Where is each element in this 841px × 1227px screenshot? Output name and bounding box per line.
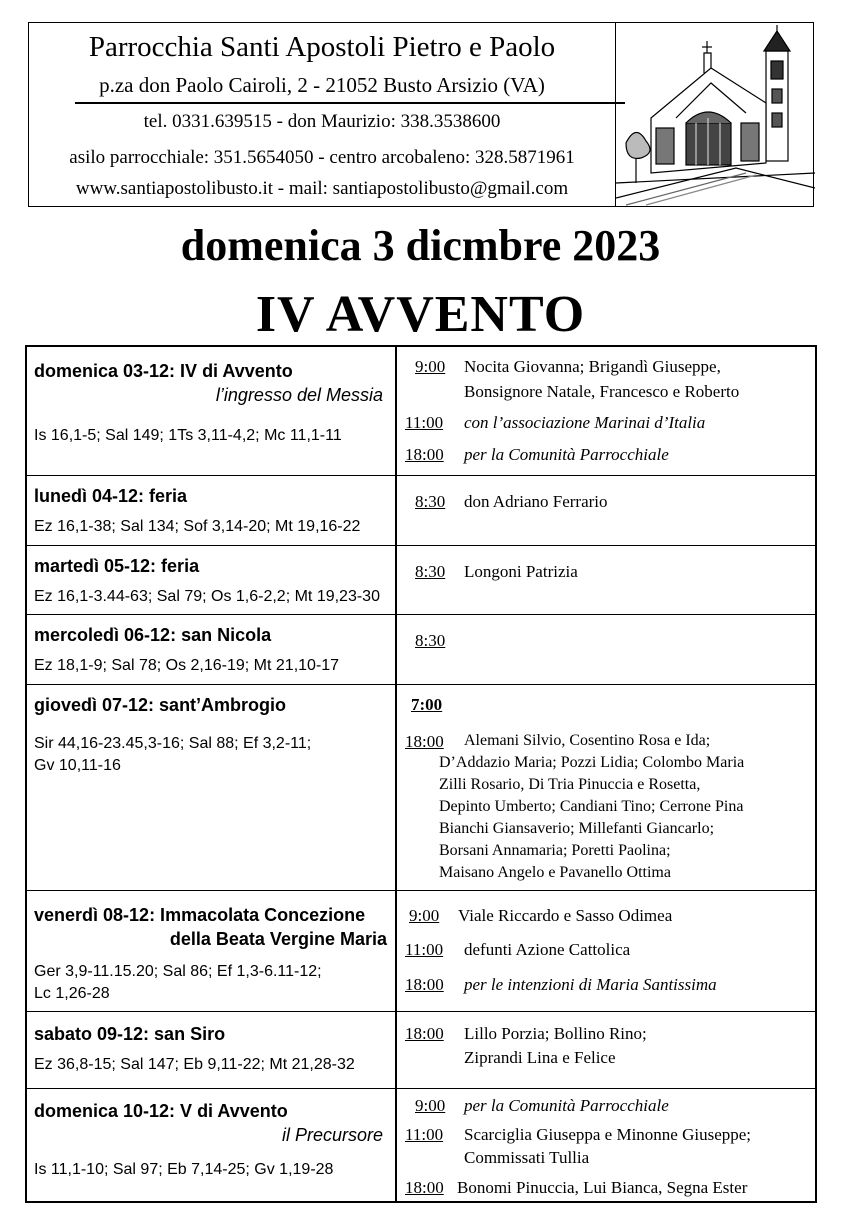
mass-intention: Commissati Tullia	[464, 1148, 590, 1167]
mass-intention: defunti Azione Cattolica	[464, 940, 631, 959]
mass-time: 8:30	[415, 631, 446, 650]
parish-name: Parrocchia Santi Apostoli Pietro e Paolo	[88, 31, 556, 63]
mass-intention: Depinto Umberto; Candiani Tino; Cerrone Pina	[439, 798, 744, 815]
mass-time: 18:00	[405, 1178, 444, 1197]
table-row	[27, 1011, 815, 1088]
day-cell	[27, 1012, 397, 1088]
table-row	[27, 614, 815, 684]
phone-numbers: tel. 0331.639515 - don Maurizio: 338.3538600	[143, 111, 501, 132]
table-row	[27, 475, 815, 545]
day-cell	[27, 685, 397, 890]
day-heading: mercoledì 06-12: san Nicola	[34, 625, 272, 645]
mass-intention: Borsani Annamaria; Poretti Paolina;	[439, 842, 671, 859]
day-heading: sabato 09-12: san Siro	[34, 1024, 226, 1044]
day-heading: venerdì 08-12: Immacolata Concezione	[34, 905, 366, 925]
church-illustration	[615, 23, 815, 206]
masses-cell	[397, 891, 815, 1011]
table-row	[27, 684, 815, 890]
mass-intention: Zilli Rosario, Di Tria Pinuccia e Rosetta,	[439, 776, 701, 793]
mass-time: 9:00	[409, 906, 440, 925]
liturgical-week-title: IV AVVENTO	[255, 286, 586, 343]
day-readings: Sir 44,16-23.45,3-16; Sal 88; Ef 3,2-11;	[34, 735, 312, 752]
mass-schedule-table	[25, 345, 817, 1203]
mass-intention: Bonsignore Natale, Francesco e Roberto	[464, 382, 740, 401]
day-heading: domenica 03-12: IV di Avvento	[34, 361, 293, 381]
mass-intention: per la Comunità Parrocchiale	[464, 445, 669, 464]
mass-time: 11:00	[405, 940, 444, 959]
day-readings: Ez 16,1-38; Sal 134; Sof 3,14-20; Mt 19,16-22	[34, 518, 361, 535]
day-cell	[27, 615, 397, 684]
mass-intention: Scarciglia Giuseppa e Minonne Giuseppe;	[464, 1125, 752, 1144]
masses-cell	[397, 546, 815, 614]
table-row	[27, 545, 815, 614]
header-divider	[75, 102, 625, 104]
mass-time: 18:00	[405, 445, 444, 464]
mass-time: 9:00	[415, 357, 446, 376]
day-cell	[27, 476, 397, 545]
mass-intention: Ziprandi Lina e Felice	[464, 1048, 616, 1067]
table-row	[27, 1088, 815, 1201]
day-heading: domenica 10-12: V di Avvento	[34, 1101, 288, 1121]
day-heading: giovedì 07-12: sant’Ambrogio	[34, 695, 287, 715]
table-row	[27, 890, 815, 1011]
masses-cell	[397, 347, 815, 475]
day-heading: lunedì 04-12: feria	[34, 486, 188, 506]
masses-cell	[397, 685, 815, 890]
day-cell	[27, 1089, 397, 1201]
day-heading-continued: della Beata Vergine Maria	[169, 929, 387, 949]
parish-address: p.za don Paolo Cairoli, 2 - 21052 Busto Arsizio (VA)	[99, 73, 545, 97]
masses-cell	[397, 476, 815, 545]
day-heading: martedì 05-12: feria	[34, 556, 200, 576]
mass-time: 8:30	[415, 562, 446, 581]
church-icon	[616, 23, 815, 206]
masses-cell	[397, 1012, 815, 1088]
date-title: domenica 3 dicmbre 2023	[180, 221, 661, 270]
mass-intention: per la Comunità Parrocchiale	[464, 1096, 669, 1115]
masses-cell	[397, 615, 815, 684]
mass-intention: Maisano Angelo e Pavanello Ottima	[439, 864, 671, 881]
mass-intention: D’Addazio Maria; Pozzi Lidia; Colombo Maria	[439, 754, 745, 771]
day-readings: Ez 18,1-9; Sal 78; Os 2,16-19; Mt 21,10-17	[34, 657, 340, 674]
mass-intention: don Adriano Ferrario	[464, 492, 608, 511]
mass-intention: per le intenzioni di Maria Santissima	[464, 975, 717, 994]
mass-time: 9:00	[415, 1096, 446, 1115]
mass-time: 18:00	[405, 1024, 444, 1043]
day-readings: Gv 10,11-16	[34, 757, 121, 774]
day-readings: Ger 3,9-11.15.20; Sal 86; Ef 1,3-6.11-12;	[34, 963, 322, 980]
mass-intention: Bonomi Pinuccia, Lui Bianca, Segna Ester	[457, 1178, 748, 1197]
day-readings: Is 11,1-10; Sal 97; Eb 7,14-25; Gv 1,19-28	[34, 1161, 334, 1178]
masses-cell	[397, 1089, 815, 1201]
mass-intention: Alemani Silvio, Cosentino Rosa e Ida;	[464, 732, 711, 749]
day-cell	[27, 891, 397, 1011]
day-readings: Is 16,1-5; Sal 149; 1Ts 3,11-4,2; Mc 11,1-11	[34, 427, 342, 444]
day-cell	[27, 546, 397, 614]
day-readings: Ez 16,1-3.44-63; Sal 79; Os 1,6-2,2; Mt 19,23-30	[34, 588, 380, 605]
mass-time: 18:00	[405, 732, 444, 751]
header-text-block	[29, 23, 615, 206]
mass-intention: Longoni Patrizia	[464, 562, 578, 581]
mass-time: 7:00	[411, 695, 443, 714]
mass-intention: Bianchi Giansaverio; Millefanti Giancarlo;	[439, 820, 715, 837]
day-subtitle: l’ingresso del Messia	[215, 385, 383, 405]
mass-time: 8:30	[415, 492, 446, 511]
table-row	[27, 347, 815, 475]
day-cell	[27, 347, 397, 475]
other-phone-numbers: asilo parrocchiale: 351.5654050 - centro arcobaleno: 328.5871961	[69, 147, 575, 168]
parish-header	[28, 22, 814, 207]
mass-intention: Viale Riccardo e Sasso Odimea	[458, 906, 673, 925]
mass-time: 11:00	[405, 1125, 444, 1144]
mass-time: 11:00	[405, 413, 444, 432]
mass-intention: con l’associazione Marinai d’Italia	[464, 413, 706, 432]
day-readings: Lc 1,26-28	[34, 985, 110, 1002]
mass-intention: Nocita Giovanna; Brigandì Giuseppe,	[464, 357, 721, 376]
mass-time: 18:00	[405, 975, 444, 994]
day-subtitle: il Precursore	[281, 1125, 383, 1145]
day-readings: Ez 36,8-15; Sal 147; Eb 9,11-22; Mt 21,28-32	[34, 1056, 355, 1073]
mass-intention: Lillo Porzia; Bollino Rino;	[464, 1024, 647, 1043]
web-and-mail: www.santiapostolibusto.it - mail: santiapostolibusto@gmail.com	[75, 178, 569, 199]
